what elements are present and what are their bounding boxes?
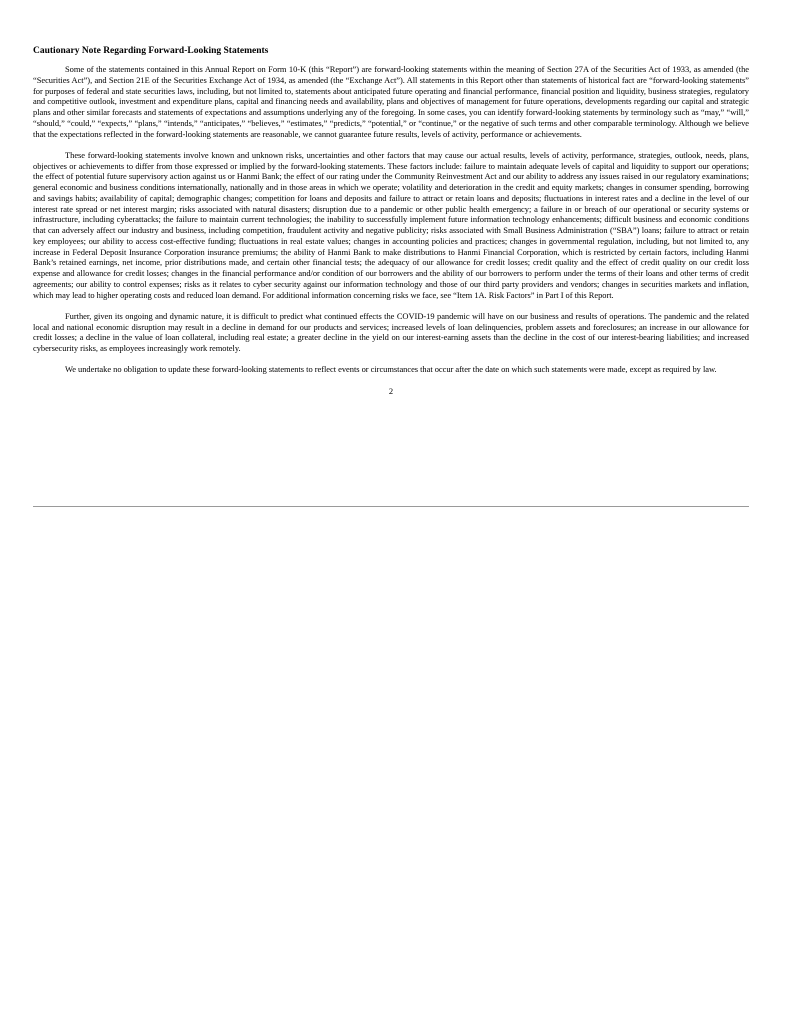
document-page — [33, 46, 749, 396]
paragraph-covid-19: Further, given its ongoing and dynamic nature, it is difficult to predict what continued effects the COVID-19 pandemic will have on our business and results of operations. The pandemic and the related local and national economic disruption may result in a decline in demand for our products and services; increased levels of loan delinquencies, problem assets and foreclosures; an increase in our allowance for credit losses; a decline in the value of loan collateral, including real estate; a greater decline in the yield on our interest-earning assets than the decline in the cost of our interest-bearing liabilities; and increased cybersecurity risks, as employees increasingly work remotely. — [33, 310, 749, 353]
paragraph-forward-looking-intro: Some of the statements contained in this Annual Report on Form 10-K (this “Report”) are forward-looking statements within the meaning of Section 27A of the Securities Act of 1933, as amended (the “Securities Act”), and Section 21E of the Securities Exchange Act of 1934, as amended (the “Exchange Act”). All statements in this Report other than statements of historical fact are “forward-looking statements” for purposes of federal and state securities laws, including, but not limited to, statements about anticipated future operating and financial performance, financial position and liquidity, business strategies, regulatory and competitive outlook, investment and expenditure plans, capital and financing needs and availability, plans and objectives of management for future operations, developments regarding our capital and strategic plans and other similar forecasts and statements of expectations and assumptions underlying any of the foregoing. In some cases, you can identify forward-looking statements by terminology such as “may,” “will,” “should,” “could,” “expects,” “plans,” “intends,” “anticipates,” “believes,” “estimates,” “predicts,” “potential,” or “continue,” or the negative of such terms and other comparable terminology. Although we believe that the expectations reflected in the forward-looking statements are reasonable, we cannot guarantee future results, levels of activity, performance or achievements. — [33, 64, 749, 139]
page-number: 2 — [388, 385, 394, 396]
page-divider — [33, 506, 749, 507]
paragraph-risk-factors: These forward-looking statements involve known and unknown risks, uncertainties and other factors that may cause our actual results, levels of activity, performance, strategies, outlook, needs, plans, objectives or achievements to differ from those expressed or implied by the forward-looking statements. These factors include: failure to maintain adequate levels of capital and liquidity to support our operations; the effect of potential future supervisory action against us or Hanmi Bank; the effect of our rating under the Community Reinvestment Act and our ability to address any issues raised in our regulatory examinations; general economic and business conditions internationally, nationally and in those areas in which we operate; volatility and deterioration in the credit and equity markets; changes in consumer spending, borrowing and savings habits; availability of capital; demographic changes; competition for loans and deposits and failure to attract or retain loans and deposits; fluctuations in interest rates and a decline in the level of our interest rate spread or net interest margin; risks associated with natural disasters; disruption due to a pandemic or other public health emergency; a failure in or breach of our operational or security systems or infrastructure, including cyberattacks; the failure to maintain current technologies; the inability to successfully implement future information technology enhancements; difficult business and economic conditions that can adversely affect our industry and business, including competition, fraudulent activity and negative publicity; risks associated with Small Business Administration (“SBA”) loans; failure to attract or retain key employees; our ability to access cost-effective funding; fluctuations in real estate values; changes in accounting policies and practices; changes in governmental regulation, including, but not limited to, any increase in Federal Deposit Insurance Corporation insurance premiums; the ability of Hanmi Bank to make distributions to Hanmi Financial Corporation, which is restricted by certain factors, including Hanmi Bank’s retained earnings, net income, prior distributions made, and certain other financial tests; the adequacy of our allowance for credit losses; credit quality and the effect of credit quality on our credit loss expense and allowance for credit losses; changes in the financial performance and/or condition of our borrowers and the ability of our borrowers to perform under the terms of their loans and other terms of credit agreements; our ability to control expenses; risks as it relates to cyber security against our information technology and those of our third party providers and vendors; changes in securities markets and inflation, which may lead to higher operating costs and reduced loan demand. For additional information concerning risks we face, see “Item 1A. Risk Factors” in Part I of this Report. — [33, 149, 749, 300]
paragraph-no-obligation: We undertake no obligation to update these forward-looking statements to reflect events or circumstances that occur after the date on which such statements were made, except as required by law. — [65, 364, 717, 375]
section-heading: Cautionary Note Regarding Forward-Looking Statements — [33, 46, 269, 56]
